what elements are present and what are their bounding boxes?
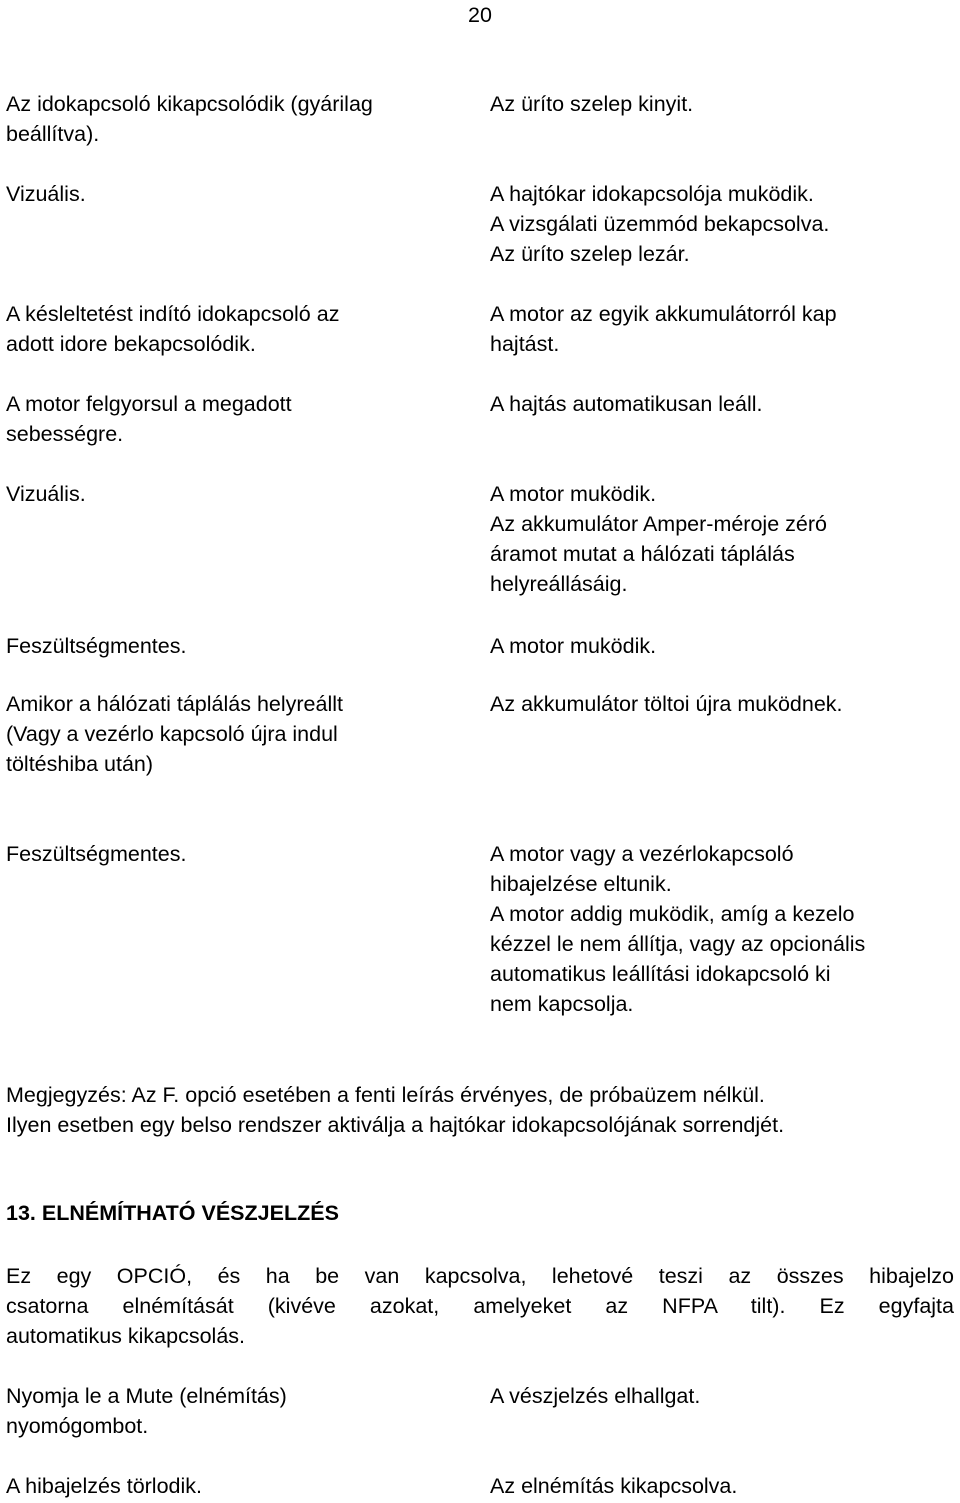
text-line: sebességre. (6, 422, 124, 446)
text-line: A vészjelzés elhallgat. (490, 1384, 701, 1408)
text-line: adott idore bekapcsolódik. (6, 332, 256, 356)
text-line: A hibajelzés törlodik. (6, 1474, 202, 1498)
mute-row-1-right (490, 1381, 700, 1411)
text-line: Megjegyzés: Az F. opció esetében a fenti leírás érvényes, de próbaüzem nélkül. (6, 1083, 765, 1107)
table-row-6-left (6, 631, 186, 661)
text-line: automatikus kikapcsolás. (6, 1324, 245, 1348)
section-paragraph (6, 1261, 954, 1351)
table-row-1-right (490, 89, 693, 119)
mute-row-2-right (490, 1471, 737, 1501)
text-line: kézzel le nem állítja, vagy az opcionális (490, 932, 866, 956)
text-line: töltéshiba után) (6, 752, 154, 776)
table-row-7-left (6, 689, 343, 779)
text-line: A motor addig muködik, amíg a kezelo (490, 902, 855, 926)
text-line: A motor az egyik akkumulátorról kap (490, 302, 837, 326)
section-heading: 13. ELNÉMÍTHATÓ VÉSZJELZÉS (6, 1201, 339, 1225)
text-line: csatorna elnémítását (kivéve azokat, amelyeket az NFPA tilt). Ez egyfajta (6, 1294, 954, 1318)
text-line: A motor muködik. (490, 634, 657, 658)
text-line: nyomógombot. (6, 1414, 149, 1438)
text-line: Feszültségmentes. (6, 842, 187, 866)
table-row-4-left (6, 389, 292, 449)
text-line: A motor muködik. (490, 482, 657, 506)
text-line: A vizsgálati üzemmód bekapcsolva. (490, 212, 830, 236)
text-line: A motor vagy a vezérlokapcsoló (490, 842, 794, 866)
mute-row-1-left (6, 1381, 287, 1441)
text-line: Feszültségmentes. (6, 634, 187, 658)
text-line: A késleltetést indító idokapcsoló az (6, 302, 340, 326)
text-line: A hajtókar idokapcsolója muködik. (490, 182, 814, 206)
text-line: Amikor a hálózati táplálás helyreállt (6, 692, 343, 716)
text-line: Vizuális. (6, 482, 86, 506)
text-line: Az akkumulátor töltoi újra muködnek. (490, 692, 843, 716)
text-line: hajtást. (490, 332, 560, 356)
table-row-3-left (6, 299, 339, 359)
text-line: A hajtás automatikusan leáll. (490, 392, 763, 416)
text-line: Nyomja le a Mute (elnémítás) (6, 1384, 287, 1408)
table-row-3-right (490, 299, 837, 359)
text-line: Az idokapcsoló kikapcsolódik (gyárilag (6, 92, 373, 116)
text-line: automatikus leállítási idokapcsoló ki (490, 962, 831, 986)
text-line: beállítva). (6, 122, 100, 146)
mute-row-2-left (6, 1471, 202, 1501)
text-line: Az akkumulátor Amper-méroje zéró (490, 512, 827, 536)
text-line: Az üríto szelep kinyit. (490, 92, 694, 116)
table-row-7-right (490, 689, 843, 719)
table-row-6-right (490, 631, 656, 661)
table-row-4-right (490, 389, 763, 419)
table-row-1-left (6, 89, 373, 149)
text-line: Ez egy OPCIÓ, és ha be van kapcsolva, lehetové teszi az összes hibajelzo (6, 1264, 954, 1288)
table-row-8-left (6, 839, 186, 869)
text-line: A motor felgyorsul a megadott (6, 392, 292, 416)
table-row-5-left (6, 479, 86, 509)
text-line: Az üríto szelep lezár. (490, 242, 690, 266)
table-row-8-right (490, 839, 865, 1019)
text-line: helyreállásáig. (490, 572, 628, 596)
table-row-5-right (490, 479, 827, 599)
text-line: Vizuális. (6, 182, 86, 206)
text-line: Az elnémítás kikapcsolva. (490, 1474, 738, 1498)
table-row-2-right (490, 179, 829, 269)
text-line: hibajelzése eltunik. (490, 872, 672, 896)
text-line: nem kapcsolja. (490, 992, 634, 1016)
note-paragraph (6, 1080, 784, 1140)
table-row-2-left (6, 179, 86, 209)
text-line: áramot mutat a hálózati táplálás (490, 542, 795, 566)
page-number: 20 (468, 3, 492, 27)
text-line: (Vagy a vezérlo kapcsoló újra indul (6, 722, 338, 746)
text-line: Ilyen esetben egy belso rendszer aktiválja a hajtókar idokapcsolójának sorrendjét. (6, 1113, 785, 1137)
